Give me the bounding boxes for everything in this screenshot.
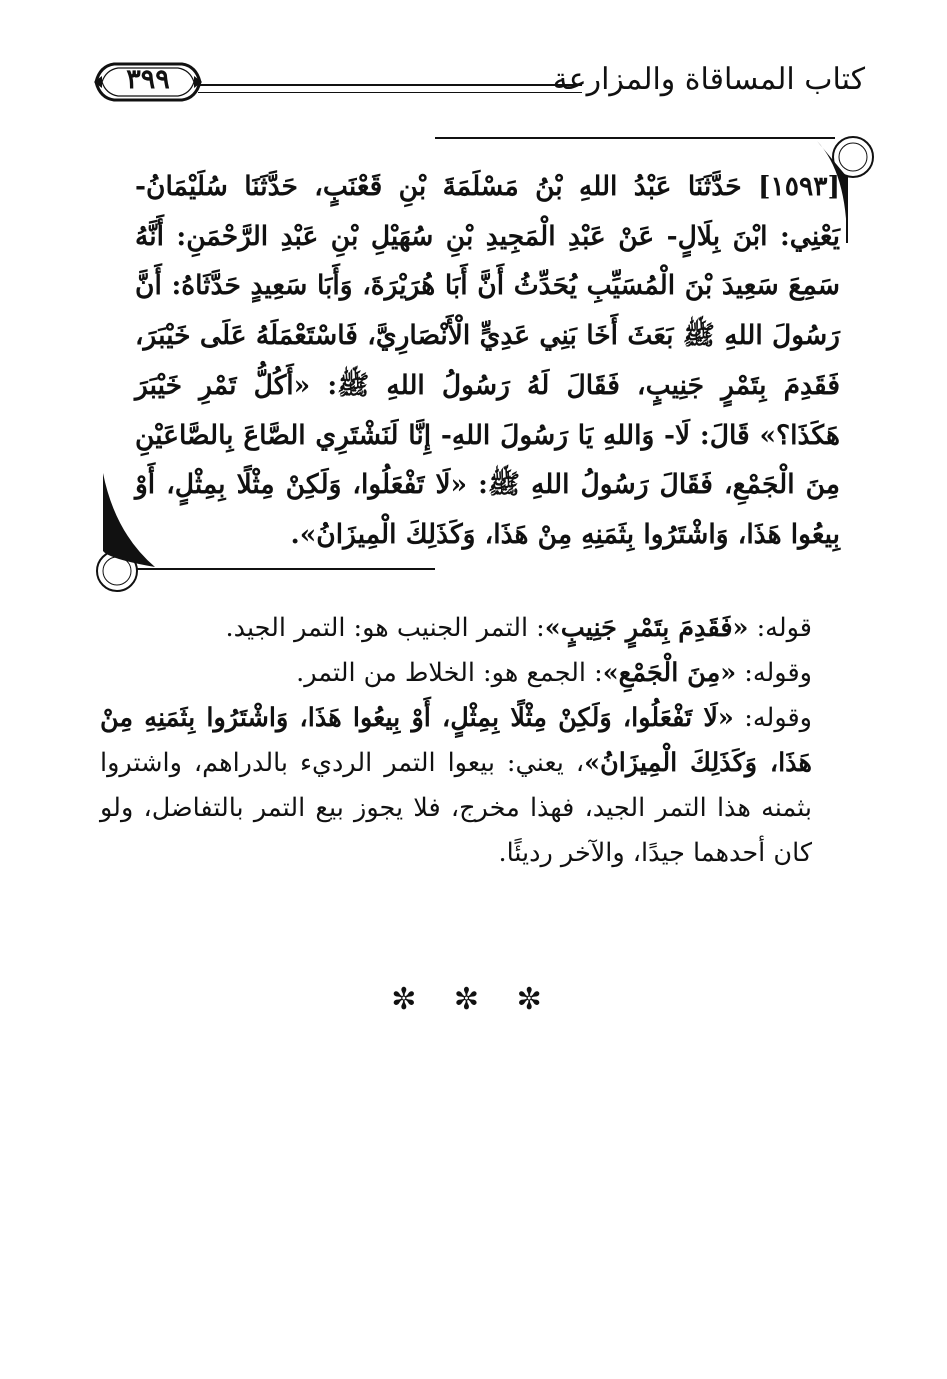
commentary-lead: وقوله: (736, 658, 812, 688)
hadith-text-part-2: بَعَثَ أَخَا بَنِي عَدِيٍّ الْأَنْصَارِيَّ، فَاسْتَعْمَلَهُ عَلَى خَيْبَرَ، فَقَدِمَ بِتَمْرٍ جَنِيبٍ، فَقَالَ لَهُ رَسُولُ اللهِ (135, 320, 840, 401)
salutation-glyph: ﷺ (487, 469, 520, 501)
commentary (100, 606, 842, 876)
commentary-explanation: : الجمع هو: الخلاط من التمر. (296, 658, 603, 688)
commentary-lead: قوله: (748, 613, 812, 643)
hadith-text-part-4: : «لَا تَفْعَلُوا، وَلَكِنْ مِثْلًا بِمِثْلٍ، أَوْ بِيعُوا هَذَا، وَاشْتَرُوا بِثَمَنِهِ مِنْ هَذَا، وَكَذَلِكَ الْمِيزَانُ». (135, 469, 840, 550)
commentary-lead: وقوله: (733, 703, 812, 733)
hadith-text (135, 162, 840, 560)
salutation-glyph: ﷺ (682, 320, 715, 352)
commentary-paragraph (100, 651, 842, 696)
commentary-quote: «لَا تَفْعَلُوا، وَلَكِنْ مِثْلًا بِمِثْلٍ، أَوْ بِيعُوا هَذَا، وَاشْتَرُوا بِثَمَنِهِ مِنْ هَذَا، وَكَذَلِكَ الْمِيزَانُ» (100, 703, 812, 778)
commentary-paragraph (100, 696, 842, 876)
header-rule (198, 84, 582, 93)
hadith-number: [١٥٩٣] (757, 171, 841, 202)
book-title: كتاب المساقاة والمزارعة (552, 62, 865, 97)
commentary-paragraph (100, 606, 842, 651)
commentary-quote: «مِنَ الْجَمْعِ» (602, 658, 737, 688)
section-end-ornament: ✼ ✼ ✼ (391, 982, 556, 1017)
commentary-quote: «فَقَدِمَ بِتَمْرٍ جَنِيبٍ» (544, 613, 749, 643)
hadith-text-part-3: : «أَكُلُّ تَمْرِ خَيْبَرَ هَكَذَا؟» قَالَ: لَا- وَاللهِ يَا رَسُولَ اللهِ- إِنَّا لَنَشْتَرِي الصَّاعَ بِالصَّاعَيْنِ مِنَ الْجَمْعِ، فَقَالَ رَسُولُ اللهِ (135, 369, 840, 501)
page-number: ٣٩٩ (126, 64, 170, 95)
salutation-glyph: ﷺ (337, 369, 370, 401)
commentary-explanation: ، يعني: بيعوا التمر الرديء بالدراهم، واشتروا بثمنه هذا التمر الجيد، فهذا مخرج، فلا يجوز بيع التمر بالتفاضل، ولو كان أحدهما جيدًا، والآخر رديئًا. (100, 748, 812, 868)
hadith-text-part-1: حَدَّثَنَا عَبْدُ اللهِ بْنُ مَسْلَمَةَ بْنِ قَعْنَبٍ، حَدَّثَنَا سُلَيْمَانُ- يَعْنِي: ابْنَ بِلَالٍ- عَنْ عَبْدِ الْمَجِيدِ بْنِ سُهَيْلِ بْنِ عَبْدِ الرَّحْمَنِ: أَنَّهُ سَمِعَ سَعِيدَ بْنَ الْمُسَيِّبِ يُحَدِّثُ أَنَّ أَبَا هُرَيْرَةَ، وَأَبَا سَعِيدٍ حَدَّثَاهُ: أَنَّ رَسُولَ اللهِ (135, 171, 840, 352)
commentary-explanation: : التمر الجنيب هو: التمر الجيد. (225, 613, 545, 643)
